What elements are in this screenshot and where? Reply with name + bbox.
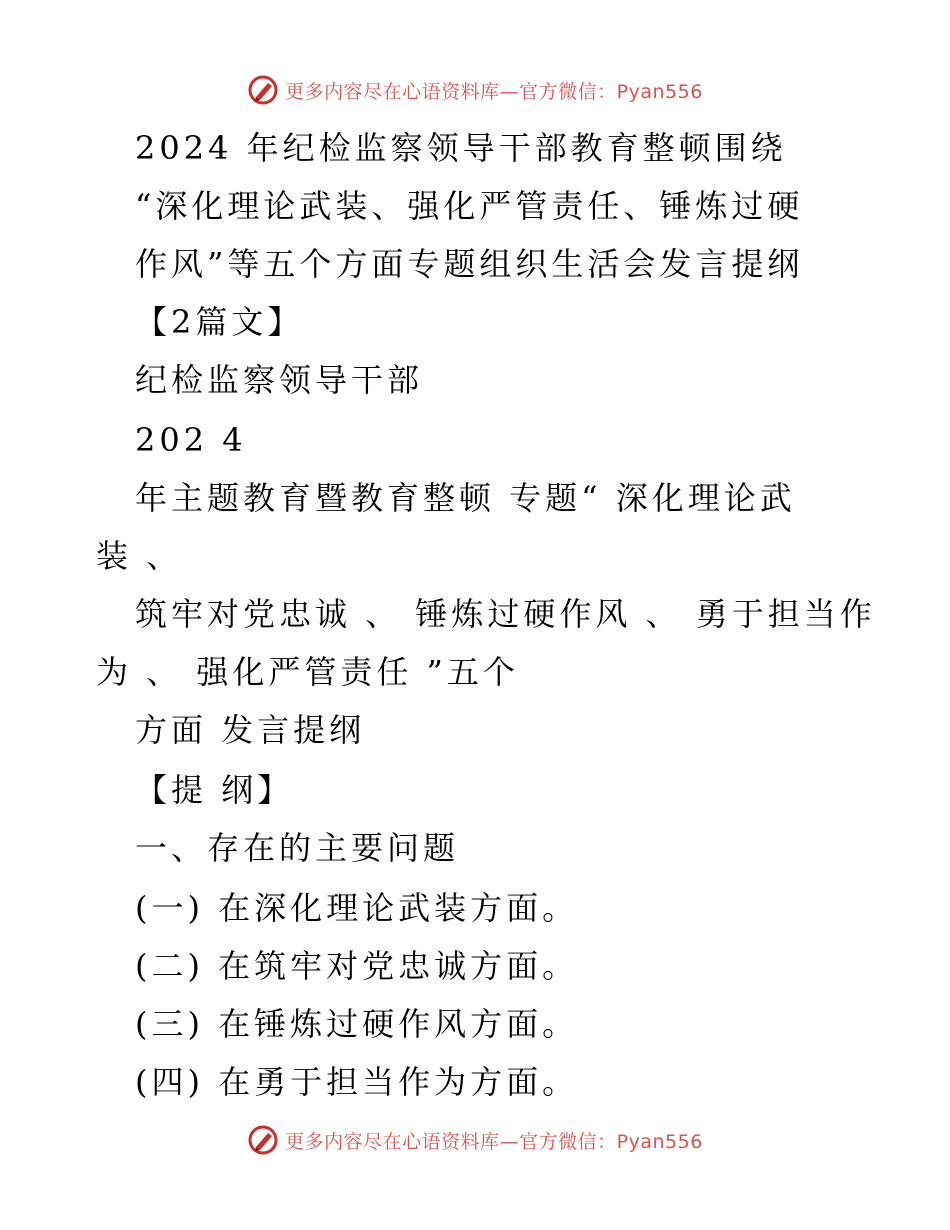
watermark-header — [0, 70, 950, 110]
body-line-5: 筑牢对党忠诚 、 锤炼过硬作风 、 勇于担当作 — [135, 595, 876, 633]
title-line-3: 作风”等五个方面专题组织生活会发言提纲 — [135, 245, 804, 283]
body-line-6: 为 、 强化严管责任 ”五个 — [96, 653, 519, 691]
watermark-text: 更多内容尽在心语资料库—官方微信：Pyan556 — [285, 80, 703, 103]
body-line-4: 装 、 — [96, 537, 183, 575]
outline-heading: 【提 纲】 — [135, 771, 294, 809]
list-item-4: (四) 在勇于担当作为方面。 — [135, 1063, 579, 1101]
body-line-1: 纪检监察领导干部 — [135, 361, 424, 399]
watermark-text: 更多内容尽在心语资料库—官方微信：Pyan556 — [285, 1130, 703, 1153]
title-line-4: 【2篇文】 — [135, 303, 304, 341]
title-line-2: “深化理论武装、强化严管责任、锤炼过硬 — [135, 187, 804, 225]
section-heading-1: 一、存在的主要问题 — [135, 829, 460, 867]
body-line-7: 方面 发言提纲 — [135, 711, 366, 749]
pen-logo-icon — [247, 74, 279, 106]
title-line-1: 2024 年纪检监察领导干部教育整顿围绕 — [135, 129, 787, 167]
watermark-footer — [0, 1120, 950, 1160]
pen-logo-icon — [247, 1124, 279, 1156]
list-item-1: (一) 在深化理论武装方面。 — [135, 889, 579, 927]
body-line-2: 202 4 — [135, 421, 247, 459]
list-item-2: (二) 在筑牢对党忠诚方面。 — [135, 947, 579, 985]
body-line-3: 年主题教育暨教育整顿 专题“ 深化理论武 — [135, 479, 796, 517]
list-item-3: (三) 在锤炼过硬作风方面。 — [135, 1005, 579, 1043]
